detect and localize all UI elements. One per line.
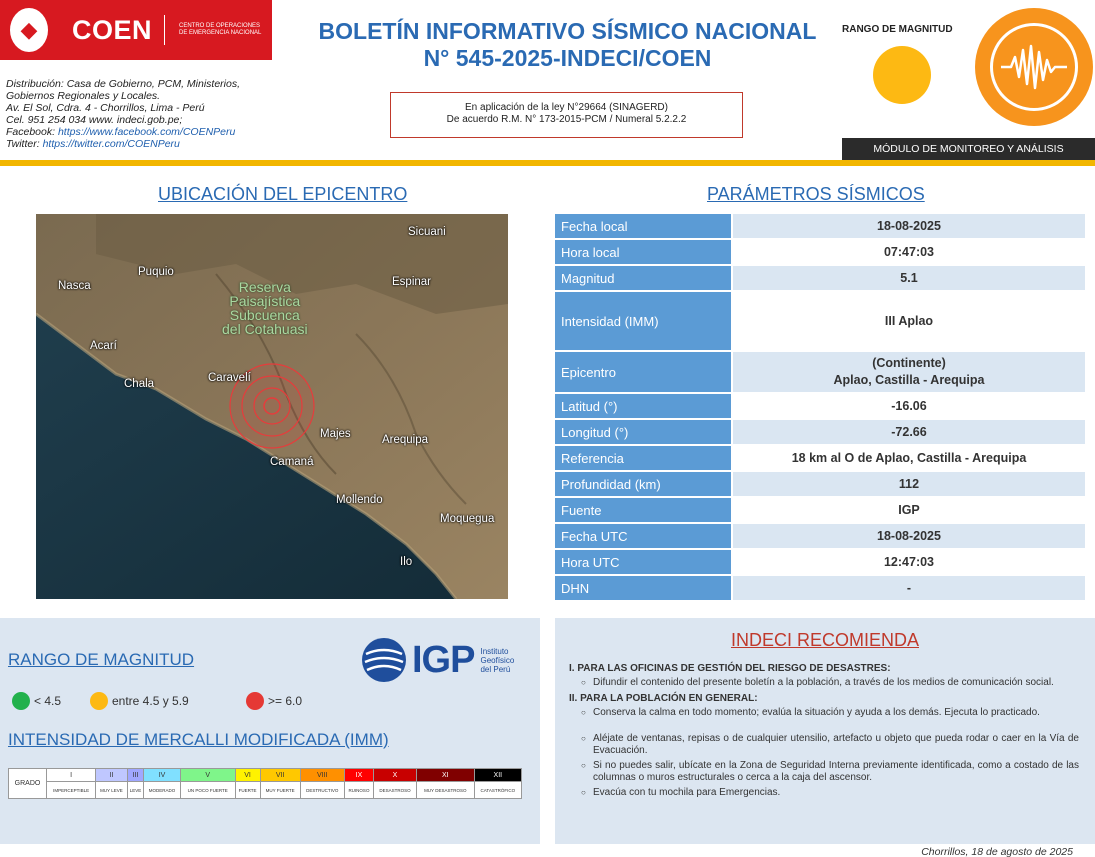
mercalli-level: V <box>180 769 235 782</box>
param-value: 5.1 <box>733 266 1085 290</box>
facebook-label: Facebook: <box>6 126 58 138</box>
seismic-params-table <box>555 214 1085 602</box>
param-key: Profundidad (km) <box>555 472 731 496</box>
yellow-dot-icon <box>90 692 108 710</box>
param-key: Hora local <box>555 240 731 264</box>
mercalli-level: II <box>96 769 127 782</box>
mercalli-level: I <box>47 769 96 782</box>
logo-name: COEN <box>72 14 153 45</box>
epicenter-title: UBICACIÓN DEL EPICENTRO <box>158 184 408 204</box>
twitter-label: Twitter: <box>6 138 43 150</box>
table-row <box>555 420 1085 444</box>
table-row <box>555 266 1085 290</box>
reserve-line: Reserva <box>238 279 291 295</box>
coen-logo <box>0 0 272 60</box>
table-row <box>555 524 1085 548</box>
law-line: De acuerdo R.M. N° 173-2015-PCM / Numeral 5.2.2.2 <box>446 114 687 125</box>
mercalli-desc: MUY DESASTROSO <box>416 782 474 799</box>
map-place-label: Arequipa <box>382 434 429 446</box>
peru-shield-icon: ◆ <box>10 8 48 52</box>
table-row <box>555 472 1085 496</box>
param-key: Fecha local <box>555 214 731 238</box>
red-dot-icon <box>246 692 264 710</box>
mercalli-level: III <box>127 769 144 782</box>
param-value: IGP <box>733 498 1085 522</box>
recommendations-title: INDECI RECOMIENDA <box>730 630 919 650</box>
reserve-line: Paisajística <box>229 293 301 309</box>
param-value: -72.66 <box>733 420 1085 444</box>
mercalli-desc: DESTRUCTIVO <box>300 782 344 799</box>
legend-item <box>246 692 302 710</box>
param-key: Magnitud <box>555 266 731 290</box>
table-row <box>555 214 1085 238</box>
epicenter-location: Aplao, Castilla - Arequipa <box>833 373 985 387</box>
recommendation-list <box>581 677 1079 689</box>
distribution-line: Gobiernos Regionales y Locales. <box>6 90 161 102</box>
twitter-line <box>6 138 266 150</box>
mercalli-desc: IMPERCEPTIBLE <box>47 782 96 799</box>
mercalli-title: INTENSIDAD DE MERCALLI MODIFICADA (IMM) <box>8 730 389 749</box>
grado-label: GRADO <box>9 769 47 799</box>
map-place-label: Majes <box>320 428 351 440</box>
facebook-link[interactable]: https://www.facebook.com/COENPeru <box>57 126 236 138</box>
params-title: PARÁMETROS SÍSMICOS <box>707 184 925 204</box>
law-box <box>390 92 743 138</box>
param-value: 18 km al O de Aplao, Castilla - Arequipa <box>733 446 1085 470</box>
mercalli-level: XII <box>474 769 521 782</box>
param-key: DHN <box>555 576 731 600</box>
param-value <box>733 352 1085 392</box>
recommendations-panel <box>555 618 1095 844</box>
legend-item <box>90 692 189 710</box>
bulletin-number: N° 545-2025-INDECI/COEN <box>423 45 712 71</box>
map-place-label: Nasca <box>58 280 91 292</box>
param-value: III Aplao <box>733 292 1085 350</box>
param-key: Fuente <box>555 498 731 522</box>
igp-globe-icon <box>362 638 406 682</box>
legend-label: entre 4.5 y 5.9 <box>112 694 189 708</box>
mercalli-level: IX <box>344 769 373 782</box>
map-place-label: Espinar <box>392 276 431 288</box>
magnitude-range-title: RANGO DE MAGNITUD <box>8 650 195 669</box>
list-item: ○ Evacúa con tu mochila para Emergencias. <box>581 787 1079 799</box>
seismograph-icon <box>975 8 1093 126</box>
igp-name: IGP <box>412 638 475 681</box>
igp-logo <box>362 638 520 682</box>
facebook-line <box>6 126 266 138</box>
table-row <box>555 446 1085 470</box>
table-row <box>555 292 1085 350</box>
param-value: 18-08-2025 <box>733 214 1085 238</box>
logo-subtitle: CENTRO DE OPERACIONES DE EMERGENCIA NACIONAL <box>179 23 262 36</box>
table-row <box>555 550 1085 574</box>
legend-label: < 4.5 <box>34 694 62 708</box>
map-place-label: Mollendo <box>336 494 383 506</box>
mercalli-level: VIII <box>300 769 344 782</box>
mercalli-desc: MUY LEVE <box>96 782 127 799</box>
table-row <box>555 498 1085 522</box>
mercalli-desc: MUY FUERTE <box>260 782 300 799</box>
green-dot-icon <box>12 692 30 710</box>
table-row <box>555 240 1085 264</box>
map-place-label: Puquio <box>138 266 174 278</box>
divider-bar <box>0 160 1095 166</box>
map-place-label: Caravelí <box>208 372 251 384</box>
mercalli-desc: UN POCO FUERTE <box>180 782 235 799</box>
mercalli-level: X <box>374 769 417 782</box>
twitter-link[interactable]: https://twitter.com/COENPeru <box>42 138 180 150</box>
param-value: -16.06 <box>733 394 1085 418</box>
mercalli-desc-row <box>9 782 522 799</box>
footer-date: Chorrillos, 18 de agosto de 2025 <box>921 846 1073 857</box>
param-key: Longitud (°) <box>555 420 731 444</box>
param-key: Intensidad (IMM) <box>555 292 731 350</box>
bulletin-title <box>290 18 845 72</box>
mercalli-desc: MODERADO <box>144 782 181 799</box>
legend-item <box>12 692 61 710</box>
mercalli-number-row <box>9 769 522 782</box>
module-label: MÓDULO DE MONITOREO Y ANÁLISIS <box>842 138 1095 160</box>
list-item: ○ Difundir el contenido del presente boletín a la población, a través de los medios de comunicación social. <box>581 677 1079 689</box>
mercalli-level: XI <box>416 769 474 782</box>
map-place-label: Camaná <box>270 456 314 468</box>
param-key: Epicentro <box>555 352 731 392</box>
magnitude-panel <box>0 618 540 844</box>
param-value: 18-08-2025 <box>733 524 1085 548</box>
mercalli-desc: RUINOSO <box>344 782 373 799</box>
igp-subtitle: Instituto Geofísico del Perú <box>480 646 515 674</box>
magnitude-range-label: RANGO DE MAGNITUD <box>842 24 953 35</box>
mercalli-desc: DESASTROSO <box>374 782 417 799</box>
reserve-line: Subcuenca <box>229 307 300 323</box>
param-value: 12:47:03 <box>733 550 1085 574</box>
recommendation-section-title: II. PARA LA POBLACIÓN EN GENERAL: <box>569 693 758 704</box>
law-line: En aplicación de la ley N°29664 (SINAGERD) <box>465 102 668 113</box>
magnitude-indicator <box>873 46 931 104</box>
recommendations-body <box>569 663 1079 802</box>
map-place-label: Moquegua <box>440 513 495 525</box>
mercalli-level: VII <box>260 769 300 782</box>
mercalli-level: IV <box>144 769 181 782</box>
distribution-line: Cel. 951 254 034 www. indeci.gob.pe; <box>6 114 183 126</box>
list-item: ○ Conserva la calma en todo momento; evalúa la situación y ayuda a los demás. Ejecuta lo practicado. <box>581 707 1079 719</box>
param-value: - <box>733 576 1085 600</box>
mercalli-desc: CATASTRÓFICO <box>474 782 521 799</box>
param-key: Fecha UTC <box>555 524 731 548</box>
distribution-line: Distribución: Casa de Gobierno, PCM, Ministerios, <box>6 78 241 90</box>
reserve-label <box>222 280 308 336</box>
map-terrain <box>36 214 508 599</box>
legend-label: >= 6.0 <box>268 694 303 708</box>
list-item: ○ Si no puedes salir, ubícate en la Zona de Seguridad Interna previamente identificada, como a costado de las columnas o muros estructurales o cerca a la caja del ascensor. <box>581 760 1079 784</box>
map-place-label: Chala <box>124 378 155 390</box>
reserve-line: del Cotahuasi <box>222 321 308 337</box>
mercalli-scale-table <box>8 768 522 799</box>
logo-divider <box>164 15 165 45</box>
title-line: BOLETÍN INFORMATIVO SÍSMICO NACIONAL <box>318 18 817 44</box>
param-key: Latitud (°) <box>555 394 731 418</box>
map-place-label: Sicuani <box>408 226 446 238</box>
mercalli-level: VI <box>235 769 260 782</box>
map-place-label: Acarí <box>90 340 117 352</box>
list-item: ○ Aléjate de ventanas, repisas o de cualquier utensilio, artefacto u objeto que pueda rodar o caer en la Vía de Evacuación. <box>581 733 1079 757</box>
epicenter-region: (Continente) <box>872 356 946 370</box>
param-key: Referencia <box>555 446 731 470</box>
param-value: 07:47:03 <box>733 240 1085 264</box>
epicenter-map[interactable] <box>36 214 508 599</box>
table-row <box>555 394 1085 418</box>
distribution-info <box>6 78 266 150</box>
distribution-line: Av. El Sol, Cdra. 4 - Chorrillos, Lima - Perú <box>6 102 205 114</box>
param-key: Hora UTC <box>555 550 731 574</box>
table-row <box>555 576 1085 600</box>
recommendation-section-title: I. PARA LAS OFICINAS DE GESTIÓN DEL RIESGO DE DESASTRES: <box>569 663 891 674</box>
map-place-label: Ilo <box>400 556 413 568</box>
mercalli-desc: FUERTE <box>235 782 260 799</box>
param-value: 112 <box>733 472 1085 496</box>
mercalli-desc: LEVE <box>127 782 144 799</box>
recommendation-list <box>581 707 1079 799</box>
table-row <box>555 352 1085 392</box>
